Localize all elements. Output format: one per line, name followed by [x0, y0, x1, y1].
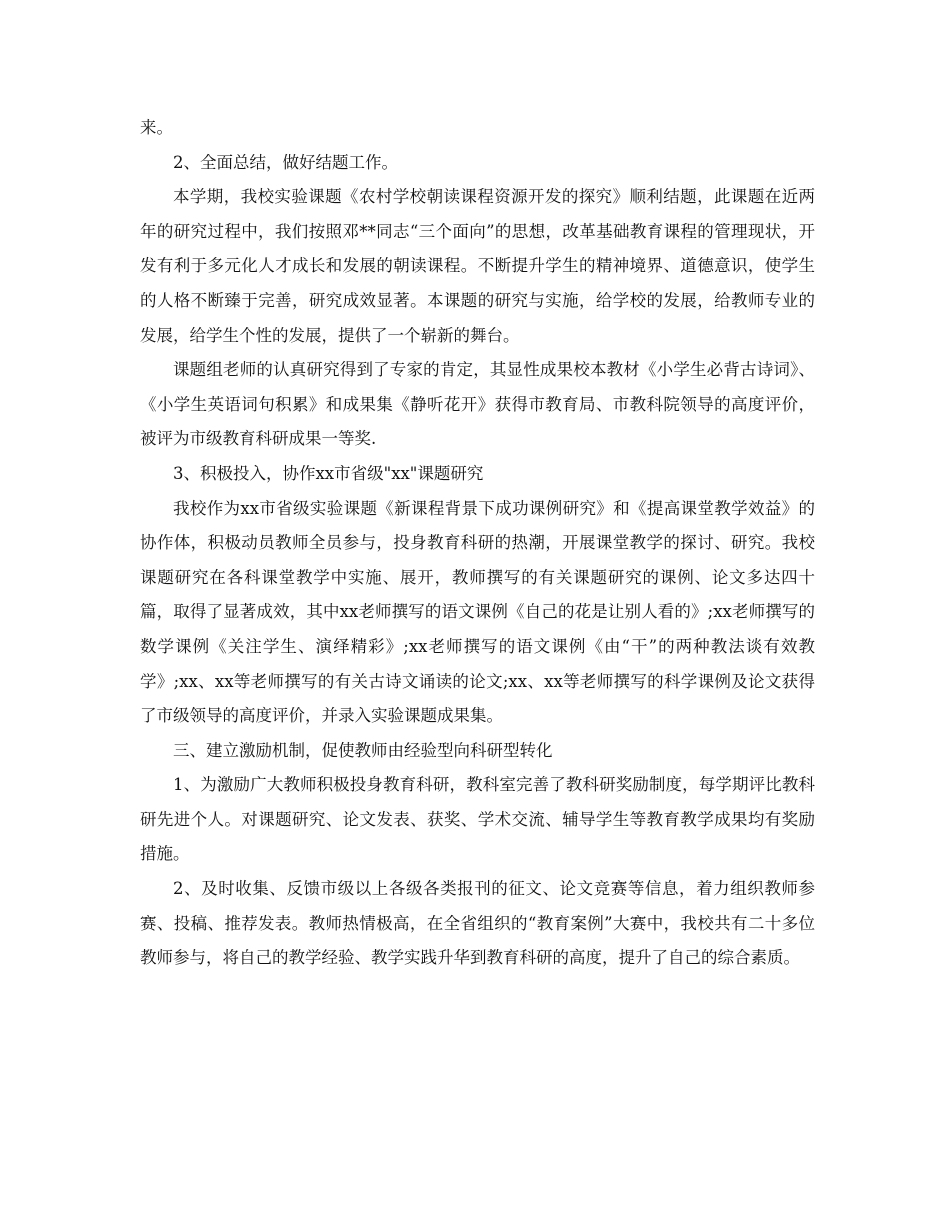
chapter-heading-3: 三、建立激励机制，促使教师由经验型向科研型转化 — [173, 740, 553, 760]
paragraph: 2、及时收集、反馈市级以上各级各类报刊的征文、论文竞赛等信息，着力组织教师参赛、投稿、推荐发表。教师热情极高，在全省组织的“教育案例”大赛中，我校共有二十多位教师参与，将自己的教学经验、教学实践升华到教育科研的高度，提升了自己的综合素质。 — [140, 879, 815, 968]
paragraph: 1、为激励广大教师积极投身教育科研，教科室完善了教科研奖励制度，每学期评比教科研先进个人。对课题研究、论文发表、获奖、学术交流、辅导学生等教育教学成果均有奖励措施。 — [140, 775, 815, 864]
section-heading-2: 2、全面总结，做好结题工作。 — [173, 152, 398, 172]
paragraph: 我校作为xx市省级实验课题《新课程背景下成功课例研究》和《提高课堂教学效益》的协作体，积极动员教师全员参与，投身教育科研的热潮，开展课堂教学的探讨、研究。我校课题研究在各科课堂教学中实施、展开，教师撰写的有关课题研究的课例、论文多达四十篇，取得了显著成效，其中xx老师撰写的语文课例《自己的花是让别人看的》;xx老师撰写的数学课例《关注学生、演绎精彩》;xx老师撰写的语文课例《由“干”的两种教法谈有效教学》;xx、xx等老师撰写的有关古诗文诵读的论文;xx、xx等老师撰写的科学课例及论文获得了市级领导的高度评价，并录入实验课题成果集。 — [140, 498, 815, 726]
section-heading-3: 3、积极投入，协作xx市省级"xx"课题研究 — [173, 463, 484, 483]
paragraph: 本学期，我校实验课题《农村学校朝读课程资源开发的探究》顺利结题，此课题在近两年的研究过程中，我们按照邓**同志“三个面向”的思想，改革基础教育课程的管理现状，开发有利于多元化人才成长和发展的朝读课程。不断提升学生的精神境界、道德意识，使学生的人格不断臻于完善，研究成效显著。本课题的研究与实施，给学校的发展，给教师专业的发展，给学生个性的发展，提供了一个崭新的舞台。 — [140, 187, 815, 345]
document-page — [140, 111, 815, 976]
paragraph: 课题组老师的认真研究得到了专家的肯定，其显性成果校本教材《小学生必背古诗词》、《小学生英语词句积累》和成果集《静听花开》获得市教育局、市教科院领导的高度评价，被评为市级教育科研成果一等奖. — [140, 360, 815, 449]
paragraph-continuation: 来。 — [140, 118, 173, 137]
